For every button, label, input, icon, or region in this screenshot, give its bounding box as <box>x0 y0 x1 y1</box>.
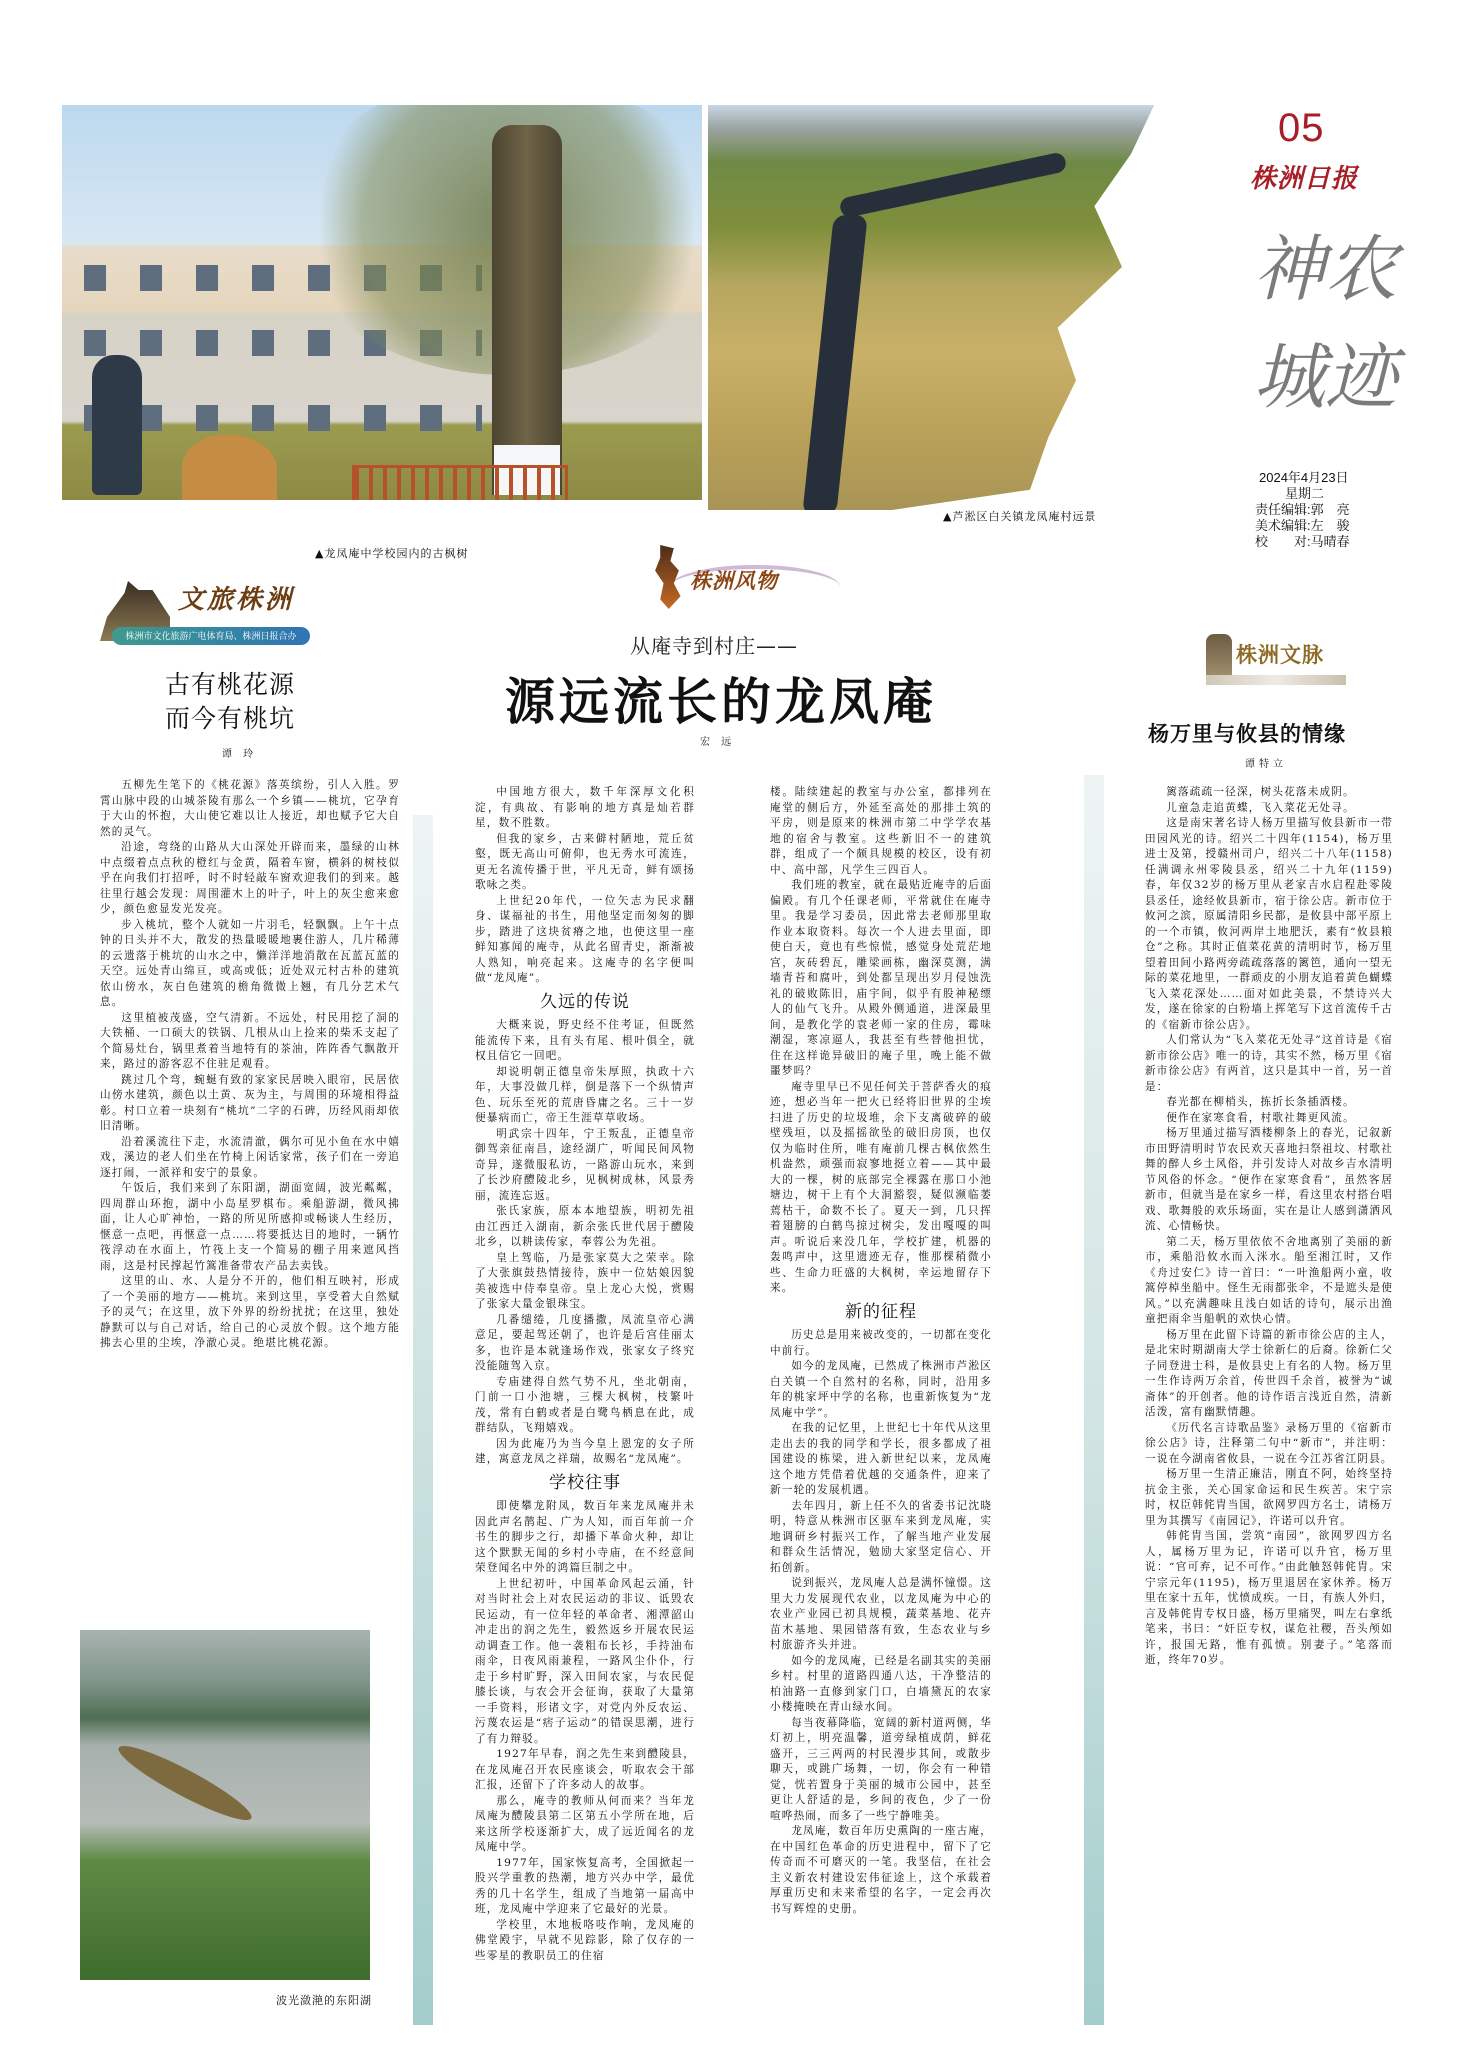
paragraph: 杨万里在此留下诗篇的新市徐公店的主人，是北宋时期湖南大学士徐新仁的后裔。徐新仁父子同登进士科，是攸县史上有名的人物。杨万里一生作诗两万余首，传世四千余首，被誉为“诚斋体”的开创者。他的诗作语言浅近自然，清新活泼，富有幽默情趣。 <box>1145 1328 1393 1418</box>
paper-logo: 株洲日报 <box>1250 164 1359 194</box>
paragraph: 午饭后，我们来到了东阳湖，湖面宽阔，波光粼粼，四周群山环抱，湖中小岛星罗棋布。乘船游湖，微风拂面，让人心旷神怡，一路的所见所感抑或畅谈人生经历，惬意一点吧，再惬意一点……将要抵达目的地时，一辆竹筏浮动在水面上，竹筏上支一个简易的棚子用来遮风挡雨，这是村民撑起竹篙准备带农产品去卖钱。 <box>100 1182 400 1272</box>
paragraph: 这里的山、水、人是分不开的，他们相互映衬，形成了一个美丽的地方——桃坑。来到这里，享受着大自然赋予的灵气；在这里，放下外界的纷纷扰扰；在这里，独处静默可以与自己对话，给自己的心灵放个假。这个地方能拂去心里的尘埃，净澈心灵。绝堪比桃花源。 <box>100 1275 400 1349</box>
paragraph: 这是南宋著名诗人杨万里描写攸县新市一带田园风光的诗。绍兴二十四年(1154)，杨万里进士及第，授赣州司户，绍兴二十八年(1158)任满调永州零陵县丞，绍兴二十九年(1159)春，年仅32岁的杨万里从老家吉水启程赴零陵县丞任，途经攸县新市，宿于徐公店。新市位于攸河之滨，原属清阳乡民都，是攸县中部平原上的一个市镇，攸河两岸土地肥沃，素有“攸县粮仓”之称。其时正值菜花黄的清明时节，杨万里望着田间小路两旁疏疏落落的篱笆，通向一望无际的菜花地里，一群顽皮的小朋友追着黄色蝴蝶飞入菜花深处……面对如此美景，不禁诗兴大发，遂在徐家的白粉墙上挥笔写下这首流传千古的《宿新市徐公店》。 <box>1145 817 1393 1031</box>
subheading: 久远的传说 <box>540 991 630 1012</box>
paragraph: 第二天，杨万里依依不舍地离别了美丽的新市，乘船沿攸水而入洣水。船至湘江时，又作《舟过安仁》诗一首曰：“一叶渔船两小童，收篙停棹坐船中。怪生无雨都张伞，不是遮头是使风。”以充满趣味且浅白如话的诗句，展示出渔童把雨伞当船帆的欢快心情。 <box>1145 1235 1393 1325</box>
paragraph: 韩侂胄当国，尝筑“南园”，欲网罗四方名人，属杨万里为记，许诺可以升官，杨万里说：“官可弃，记不可作。”由此触怒韩侂胄。宋宁宗元年(1195)，杨万里退居在家休养。杨万里在家十五年，忧愤成疾。一日，有族人外归，言及韩侂胄专权日盛，杨万里痛哭，叫左右拿纸笔来，书曰：“奸臣专权，谋危社稷，吾头颅如许，报国无路，惟有孤愤。别妻子。”笔落而逝，终年70岁。 <box>1145 1530 1393 1666</box>
issue-weekday: 星期二 <box>1285 486 1325 501</box>
paragraph: 大概来说，野史经不住考证，但既然能流传下来，且有头有尾、根叶俱全，就权且信它一回吧。 <box>475 1019 695 1062</box>
paragraph: 这里植被茂盛，空气清新。不远处，村民用挖了洞的大铁桶、一口硕大的铁锅、几根从山上捡来的柴禾支起了个简易灶台，锅里煮着当地特有的茶油，阵阵香气飘散开来，路过的游客忍不住驻足观看。 <box>100 1011 400 1070</box>
road <box>802 215 868 510</box>
island-spit <box>113 1736 258 1829</box>
paragraph: 如今的龙凤庵，已经是名副其实的美丽乡村。村里的道路四通八达，干净整洁的柏油路一直修到家门口，白墙黛瓦的农家小楼掩映在青山绿水间。 <box>770 1654 992 1713</box>
paragraph: 五柳先生笔下的《桃花源》落英缤纷，引人入胜。罗霄山脉中段的山城茶陵有那么一个乡镇——桃坑，它孕育于大山的怀抱，大山使它难以让人接近，却也赋予它大自然的灵气。 <box>100 779 400 838</box>
paragraph: 跳过几个弯，蜿蜒有致的家家民居映入眼帘，民居依山傍水建筑，颜色以土黄、灰为主，与周围的环境相得益彰。村口立着一块刻有“桃坑”二字的石碑，历经风雨却依旧清晰。 <box>100 1073 400 1132</box>
proofreader-credit: 校 对:马晴春 <box>1255 534 1350 549</box>
paragraph: 学校里，木地板咯吱作响，龙凤庵的佛堂殿宇，早就不见踪影，除了仅存的一些零星的教职员工的住宿 <box>475 1918 695 1962</box>
paragraph: 去年四月，新上任不久的省委书记沈晓明，特意从株洲市区驱车来到龙凤庵，实地调研乡村振兴工作，了解当地产业发展和群众生活情况，勉励大家坚定信心、开拓创新。 <box>770 1499 992 1574</box>
paragraph: 每当夜幕降临，宽阔的新村道两侧，华灯初上，明亮温馨，道旁绿植成荫，鲜花盛开，三三两两的村民漫步其间，或散步聊天，或跳广场舞，一切，你会有一种错觉，恍若置身于美丽的城市公园中，甚至更让人舒适的是，乡间的夜色，少了一份喧哗热闹，而多了一些宁静唯美。 <box>770 1716 992 1822</box>
badge-subtitle: 株洲市文化旅游广电体育局、株洲日报合办 <box>112 627 310 645</box>
paragraph: 明武宗十四年，宁王叛乱，正德皇帝御驾亲征南昌，途经湖广，听闻民间风物奇异，遂微服私访，一路游山玩水，来到了长沙府醴陵北乡，见枫树成林，风景秀丽，流连忘返。 <box>475 1127 695 1202</box>
subheading: 学校往事 <box>549 1472 621 1493</box>
photo-caption-road: ▲芦淞区白关镇龙凤庵村远景 <box>943 510 1097 523</box>
poem-line: 便作在家寒食看，村歌社舞更风流。 <box>1166 1111 1355 1124</box>
column-badge-wenmai <box>1206 633 1346 685</box>
paragraph: 杨万里一生清正廉洁，刚直不阿，始终坚持抗金主张，关心国家命运和民生疾苦。宋宁宗时，权臣韩侂胄当国，欲网罗四方名士，请杨万里为其撰写《南园记》，许诺可以升官。 <box>1145 1468 1393 1527</box>
rock <box>182 435 277 500</box>
paragraph: 我们班的教室，就在最贴近庵寺的后面偏殿。有几个任课老师，平常就住在庵寺里。我是学习委员，因此常去老师那里取作业本取资料。每次一个人进去里面，即使白天，竟也有些惊慌，感觉身处荒茫地宫，灰砖碧瓦，雕梁画栋，幽深莫测，满墙青苔和腐叶，到处都呈现出岁月侵蚀洗礼的破败陈旧，庙宇间，似乎有股神秘缥人的仙气飞升。从殿外侧通道，进深最里间，是教化学的袁老师一家的住房，霉味潮湿，寒凉逼人，我甚至有些替他担忧，住在这样诡异破旧的庵子里，晚上能不做噩梦吗？ <box>770 879 992 1077</box>
photo-village-road <box>708 105 1168 510</box>
subheading: 新的征程 <box>845 1301 917 1322</box>
paragraph: 庵寺里早已不见任何关于菩萨香火的痕迹，想必当年一把火已经将旧世界的尘埃扫进了历史的垃圾堆，余下支离破碎的破壁残垣，以及摇摇欲坠的破旧房顶，也仅仅为临时住所，唯有庵前几棵古枫依然生机盎然，顽强而寂寥地挺立着——其中最大的一棵，树的底部完全裸露在那口小池塘边，树干上有个大洞豁裂，疑似濒临萎蔫枯干，命数不长了。夏天一到，几只挥着翅膀的白鹤鸟掠过树尖，发出嘎嘎的叫声。听说后来没几年，学校扩建，机器的轰鸣声中，这里遗迹无存，惟那棵稍微小些、生命力旺盛的大枫树，幸运地留存下来。 <box>770 1080 992 1294</box>
article-title-longfengan: 源远流长的龙凤庵 <box>505 673 937 731</box>
paragraph: 上世纪初叶，中国革命风起云涌，针对当时社会上对农民运动的非议、诋毁农民运动，有一位年轻的革命者、湘潭韶山冲走出的润之先生，毅然返乡开展农民运动调查工作。他一袭粗布长衫，手持油布雨伞，日夜风雨兼程，一路风尘仆仆，行走于乡村旷野，深入田间农家，与农民促膝长谈，与农会开会征询，获取了大量第一手资料，形诸文字，对党内外反农运、污蔑农运是“痞子运动”的错误思潮，进行了有力辩驳。 <box>475 1577 695 1745</box>
author-byline: 谭 玲 <box>222 749 258 760</box>
paragraph: 楼。陆续建起的教室与办公室，都排列在庵堂的侧后方，外延至高处的那排土筑的平房，则是原来的株洲市第二中学学农基地的宿舍与教室。这些新旧不一的建筑群，组成了一个颇具规模的校区，设有初中、高中部，凡学生三四百人。 <box>770 786 992 876</box>
paragraph: 皇上驾临，乃是张家莫大之荣幸。除了大张旗鼓热情接待，族中一位姑娘因貌美被选中侍奉皇帝。皇上龙心大悦，赏赐了张家大量金银珠宝。 <box>475 1251 695 1310</box>
paragraph: 沿着溪流往下走，水流清澈，偶尔可见小鱼在水中嬉戏，溪边的老人们坐在竹椅上闲话家常，孩子们在一旁追逐打闹，一派祥和安宁的景象。 <box>100 1135 400 1179</box>
paragraph: 张氏家族，原本本地望族，明初先祖由江西迁入湖南，新余张氏世代居于醴陵北乡，以耕读传家，奉蓉公为先祖。 <box>475 1205 695 1248</box>
article-body-taokeng <box>100 778 400 1352</box>
section-title-line: 城迹 <box>1252 335 1397 419</box>
photo-caption-school: ▲龙凤庵中学校园内的古枫树 <box>315 547 469 560</box>
paragraph: 中国地方很大，数千年深厚文化积淀，有典故、有影响的地方真是灿若群星，数不胜数。 <box>475 786 695 829</box>
paragraph: 因为此庵乃为当今皇上恩宠的女子所建，寓意龙凤之祥瑞，故赐名“龙凤庵”。 <box>475 1437 695 1465</box>
paragraph: 上世纪20年代，一位矢志为民求翻身、谋福祉的书生，用他坚定而匆匆的脚步，踏进了这块贫瘠之地，也使这里一座鲜知寡闻的庵寺，从此名留青史，渐渐被人熟知，响亮起来。这庵寺的名字便叫做“龙凤庵”。 <box>475 894 695 984</box>
poem-line: 儿童急走追黄蝶，飞入菜花无处寻。 <box>1166 801 1355 814</box>
landscape-decoration <box>1206 675 1346 685</box>
photo-dongyang-lake <box>80 1630 370 1980</box>
title-line: 古有桃花源 <box>164 670 295 699</box>
paragraph: 如今的龙凤庵，已然成了株洲市芦淞区白关镇一个自然村的名称，同时，沿用多年的桃家坪中学的名称，也重新恢复为“龙凤庵中学”。 <box>770 1360 992 1419</box>
paragraph: 却说明朝正德皇帝朱厚照，执政十六年，大事没做几样，倒是落下一个纵情声色、玩乐至死的荒唐昏庸之名。三十一岁便暴病而亡，帝王生涯草草收场。 <box>475 1065 695 1124</box>
column-badge-wenlv <box>100 575 310 647</box>
paragraph: 1977年，国家恢复高考，全国掀起一股兴学重教的热潮，地方兴办中学，最优秀的几十名学生，组成了当地第一届高中班，龙凤庵中学迎来了它最好的光景。 <box>475 1856 695 1915</box>
paragraph: 1927年早春，润之先生来到醴陵县，在龙凤庵召开农民座谈会，听取农会干部汇报，还留下了许多动人的故事。 <box>475 1748 695 1791</box>
badge-title: 株洲风物 <box>690 568 778 593</box>
decorative-side-bar <box>1084 775 1104 2025</box>
article-body-yangwanli <box>1145 785 1393 1669</box>
poem-line: 篱落疏疏一径深，树头花落未成阴。 <box>1166 786 1355 798</box>
fence <box>352 465 568 500</box>
column-badge-fengwu <box>650 545 850 610</box>
paragraph: 龙凤庵，数百年历史熏陶的一座古庵，在中国红色革命的历史进程中，留下了它传奇而不可磨灭的一笔。我坚信，在社会主义新农村建设宏伟征途上，这个承载着厚重历史和未来希望的名字，一定会再次书写辉煌的史册。 <box>770 1825 992 1915</box>
author-byline: 谭特立 <box>1245 759 1287 770</box>
paragraph: 说到振兴，龙凤庵人总是满怀憧憬。这里大力发展现代农业，以龙凤庵为中心的农业产业园已初具规模，蔬菜基地、花卉苗木基地、果园错落有致，生态农业与乡村旅游齐头并进。 <box>770 1577 992 1651</box>
author-byline: 宏 远 <box>700 737 736 748</box>
article-title-taokeng <box>140 668 320 736</box>
page-number: 05 <box>1278 106 1325 150</box>
paragraph: 杨万里通过描写酒楼柳条上的春光，记叙新市田野清明时节农民欢天喜地扫祭祖坟、村歌社舞的醉人乡土风俗，并引发诗人对故乡吉水清明节风俗的怀念。“便作在家寒食看”，虽然客居新市，但就当是在家乡一样，看这里农村搭台唱戏、歌舞般的欢乐场面，实在是让人感到潇洒风流、心情畅快。 <box>1145 1127 1393 1232</box>
section-title-calligraphy <box>1200 215 1450 431</box>
article-title-yangwanli: 杨万里与攸县的情缘 <box>1148 721 1346 746</box>
paragraph: 历史总是用来被改变的，一切都在变化中前行。 <box>770 1329 992 1357</box>
paragraph: 《历代名言诗歌品鉴》录杨万里的《宿新市徐公店》诗，注释第二句中“新市”，并注明：一说在今湖南省攸县，一说在今江苏省江阴县。 <box>1145 1421 1393 1465</box>
title-line: 而今有桃坑 <box>164 704 295 733</box>
photo-caption-lake: 波光潋滟的东阳湖 <box>276 1994 372 2007</box>
paragraph: 但我的家乡，古来僻村陋地，荒丘贫壑，既无高山可俯仰，也无秀水可流连，更无名流传播于世，平凡无奇，鲜有颂扬歌咏之类。 <box>475 832 695 891</box>
paragraph: 即使攀龙附凤，数百年来龙凤庵并未因此声名鹊起、广为人知，而百年前一介书生的脚步之行，却播下革命火种，却让这个默默无闻的乡村小寺庙，在不经意间荣登闻名中外的鸿篇巨制之中。 <box>475 1500 695 1574</box>
paragraph: 沿途，弯绕的山路从大山深处开辟而来，墨绿的山林中点缀着点点秋的橙红与金黄，隔着车窗，横斜的树枝似乎在向我们打招呼，时不时轻敲车窗欢迎我们的到来。越往里行越会发现：周围灌木上的叶子，叶上的灰尘愈来愈少，颜色愈显发光发亮。 <box>100 841 400 915</box>
issue-date: 2024年4月23日 <box>1259 470 1349 485</box>
article-body-longfengan-col2 <box>770 785 992 1917</box>
art-editor-credit: 美术编辑:左 骏 <box>1255 518 1350 533</box>
road-segment <box>838 151 1067 218</box>
badge-title: 株洲文脉 <box>1236 644 1324 667</box>
section-title-line: 神农 <box>1252 227 1397 311</box>
paragraph: 步入桃坑，整个人就如一片羽毛，轻飘飘。上午十点钟的日头并不大，散发的热量暖暖地裹住游人，几片稀薄的云遗落于桃坑的山水之中，懒洋洋地消散在瓦蓝瓦蓝的天空。远处青山绵亘，或高或低；近处双元村古朴的建筑依山傍水，灰白色建筑的檐角微微上翘，有几分艺术气息。 <box>100 918 400 1008</box>
person <box>92 355 142 495</box>
tree-trunk <box>492 125 562 495</box>
article-kicker: 从庵寺到村庄—— <box>630 634 798 658</box>
editor-credit: 责任编辑:郭 亮 <box>1255 502 1350 517</box>
photo-school-maple-tree <box>62 105 702 500</box>
article-body-longfengan-col1 <box>475 785 695 1964</box>
paragraph: 人们常认为“飞入菜花无处寻”这首诗是《宿新市徐公店》唯一的诗，其实不然，杨万里《宿新市徐公店》有两首，这只是其中一首，另一首是： <box>1145 1034 1393 1093</box>
poem-line: 春光都在柳梢头，拣折长条插酒楼。 <box>1166 1096 1355 1108</box>
paragraph: 在我的记忆里，上世纪七十年代从这里走出去的我的同学和学长，很多都成了祖国建设的栋梁，进入新世纪以来，龙凤庵这个地方凭借着优越的交通条件，迎来了新一轮的发展机遇。 <box>770 1422 992 1496</box>
decorative-side-bar <box>413 815 433 2025</box>
issue-info <box>1255 470 1350 550</box>
paragraph: 那么，庵寺的教师从何而来？当年龙凤庵为醴陵县第二区第五小学所在地，后来这所学校逐渐扩大，成了远近闻名的龙凤庵中学。 <box>475 1794 695 1853</box>
badge-title: 文旅株洲 <box>178 585 295 615</box>
paragraph: 专庙建得自然气势不凡，坐北朝南，门前一口小池塘，三棵大枫树，枝繁叶茂，常有白鹤或者是白鹭鸟栖息在此，成群结队，飞翔嬉戏。 <box>475 1375 695 1434</box>
paragraph: 几番缱绻，几度播撒，凤流皇帝心满意足，要起驾还朝了，也许是后宫佳丽太多，也许是本就逢场作戏，张家女子终究没能随驾入京。 <box>475 1313 695 1372</box>
